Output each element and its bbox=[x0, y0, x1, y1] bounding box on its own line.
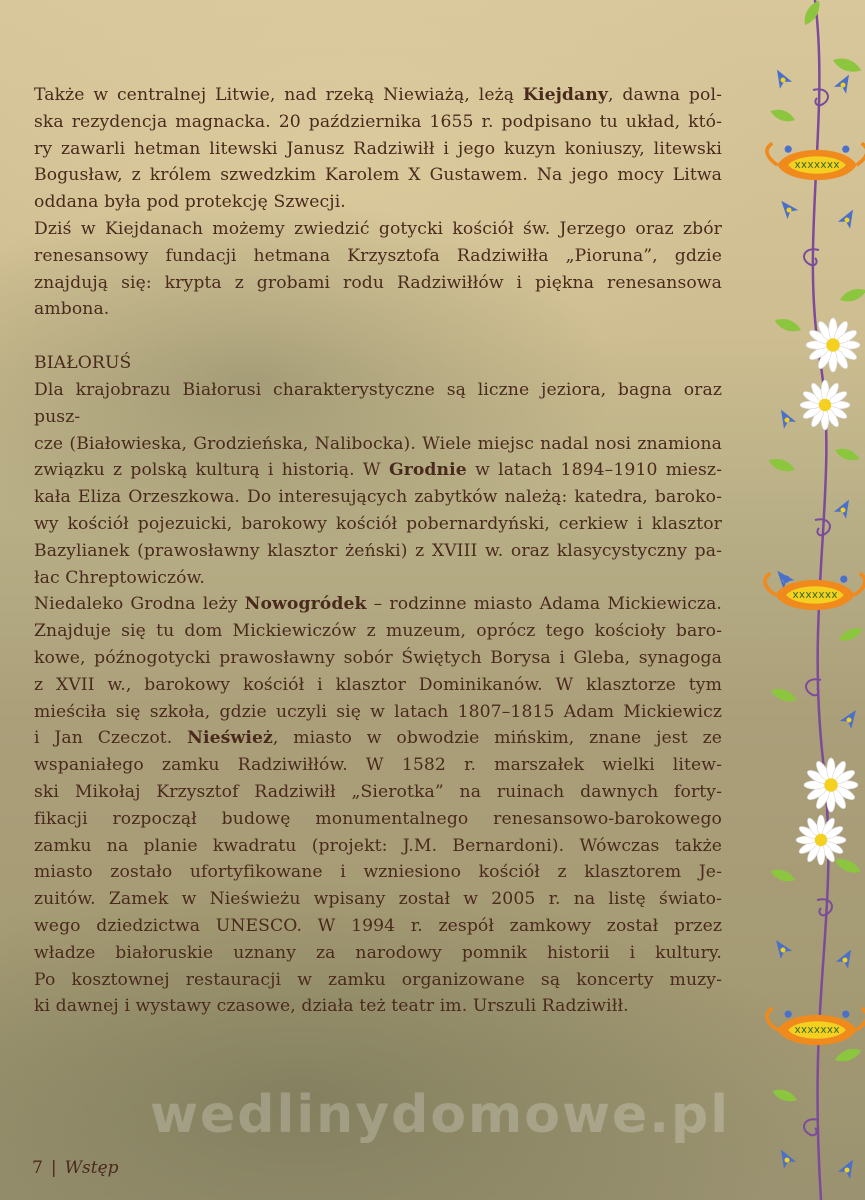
leaf-icon bbox=[769, 107, 797, 125]
daisy-icon bbox=[800, 380, 850, 430]
place-name: Kiejdany bbox=[522, 85, 608, 105]
daisy-icon bbox=[806, 318, 860, 372]
text-run: Po kosztownej restauracji w zamku organizowane są koncerty muzy- bbox=[34, 969, 722, 990]
text-run: Niedaleko Grodna leży bbox=[34, 594, 245, 615]
section-gap bbox=[34, 323, 722, 350]
curl-icon bbox=[817, 899, 832, 915]
bluebell-icon bbox=[770, 936, 792, 959]
text-run: Bogusław, z królem szwedzkim Karolem X Gustawem. Na jego mocy Litwa bbox=[34, 165, 722, 186]
text-run: związku z polską kulturą i historią. W bbox=[34, 460, 389, 481]
text-line bbox=[34, 243, 722, 270]
text-line bbox=[34, 136, 722, 163]
text-run: z XVII w., barokowy kościół i klasztor Dominikanów. W klasztorze tym bbox=[34, 674, 722, 695]
text-line bbox=[34, 162, 722, 189]
bluebell-icon bbox=[775, 406, 796, 429]
text-run: ki dawnej i wystawy czasowe, działa też teatr im. Urszuli Radziwiłł. bbox=[34, 996, 629, 1017]
bluebell-icon bbox=[840, 706, 862, 729]
leaf-icon bbox=[773, 315, 803, 334]
tulip-icon bbox=[765, 573, 865, 610]
article-body bbox=[34, 82, 722, 1020]
text-line bbox=[34, 618, 722, 645]
section-name: Wstęp bbox=[64, 1158, 119, 1178]
text-line bbox=[34, 699, 722, 726]
text-run: wego dziedzictwa UNESCO. W 1994 r. zespół zamkowy został przez bbox=[34, 915, 722, 936]
leaf-icon bbox=[769, 867, 797, 885]
text-line bbox=[34, 913, 722, 940]
text-line bbox=[34, 377, 722, 431]
text-run: miasto zostało ufortyfikowane i wzniesiono kościół z klasztorem Je- bbox=[34, 862, 722, 883]
text-line bbox=[34, 109, 722, 136]
leaf-icon bbox=[833, 1045, 863, 1064]
daisy-icon bbox=[796, 815, 846, 865]
watermark: wedlinydomowe.pl bbox=[150, 1085, 731, 1145]
bluebell-icon bbox=[776, 196, 798, 219]
daisy-icon bbox=[804, 758, 858, 812]
text-run: Dla krajobrazu Białorusi charakterystyczne są liczne jeziora, bagna oraz pusz- bbox=[34, 379, 722, 427]
bluebell-icon bbox=[771, 66, 792, 89]
tulip-icon bbox=[767, 1008, 865, 1045]
text-run: wspaniałego zamku Radziwiłłów. W 1582 r. marszałek wielki litew- bbox=[34, 755, 722, 776]
leaf-icon bbox=[837, 625, 865, 645]
footer-separator: | bbox=[50, 1158, 57, 1178]
text-run: Bazylianek (prawosławny klasztor żeński) z XVIII w. oraz klasycystyczny pa- bbox=[34, 540, 722, 561]
text-line bbox=[34, 565, 722, 592]
text-line bbox=[34, 457, 722, 484]
text-run: Dziś w Kiejdanach możemy zwiedzić gotycki kościół św. Jerzego oraz zbór bbox=[34, 218, 722, 239]
page-footer bbox=[32, 1158, 119, 1178]
text-line bbox=[34, 886, 722, 913]
text-run: ambona. bbox=[34, 299, 110, 320]
text-run: i Jan Czeczot. bbox=[34, 728, 188, 749]
text-line bbox=[34, 993, 722, 1020]
text-run: w latach 1894–1910 miesz- bbox=[466, 460, 722, 481]
text-run: renesansowy fundacji hetmana Krzysztofa Radziwiłła „Pioruna”, gdzie bbox=[34, 245, 722, 266]
text-line bbox=[34, 270, 722, 297]
leaf-icon bbox=[833, 855, 863, 876]
text-line bbox=[34, 940, 722, 967]
text-run: władze białoruskie uznany za narodowy pomnik historii i kultury. bbox=[34, 942, 722, 963]
text-line bbox=[34, 591, 722, 618]
leaf-icon bbox=[767, 455, 797, 474]
folk-ornament-border bbox=[735, 0, 865, 1200]
text-line bbox=[34, 806, 722, 833]
text-run: , dawna pol- bbox=[607, 85, 722, 105]
curl-icon bbox=[804, 249, 819, 265]
text-run: fikacji rozpoczął budowę monumentalnego renesansowo-barokowego bbox=[34, 808, 722, 829]
bluebell-icon bbox=[838, 206, 859, 229]
leaf-icon bbox=[833, 445, 861, 463]
paragraph-bialorus bbox=[34, 377, 722, 591]
text-run: ski Mikołaj Krzysztof Radziwiłł „Sierotka” na ruinach dawnych forty- bbox=[34, 781, 722, 802]
text-line bbox=[34, 511, 722, 538]
text-run: łac Chreptowiczów. bbox=[34, 567, 205, 588]
bluebell-icon bbox=[834, 496, 855, 519]
text-run: wy kościół pojezuicki, barokowy kościół pobernardyński, cerkiew i klasztor bbox=[34, 513, 722, 534]
text-run: Znajduje się tu dom Mickiewiczów z muzeum, oprócz tego kościoły baro- bbox=[34, 621, 722, 642]
text-line bbox=[34, 779, 722, 806]
text-run: Także w centralnej Litwie, nad rzeką Niewiażą, leżą bbox=[34, 85, 523, 105]
text-line bbox=[34, 752, 722, 779]
text-run: kowe, późnogotycki prawosławny sobór Świętych Borysa i Gleba, synagoga bbox=[34, 647, 722, 668]
text-run: cze (Białowieska, Grodzieńska, Nalibocka). Wiele miejsc nadal nosi znamiona bbox=[34, 433, 722, 454]
text-line bbox=[34, 645, 722, 672]
place-name: Nowogródek bbox=[244, 594, 367, 615]
text-run: oddana była pod protekcję Szwecji. bbox=[34, 192, 346, 213]
text-line bbox=[34, 725, 722, 752]
paragraph-nowogrodek bbox=[34, 591, 722, 1020]
page-number: 7 bbox=[32, 1158, 43, 1178]
text-run: mieściła się szkoła, gdzie uczyli się w latach 1807–1815 Adam Mickiewicz bbox=[34, 701, 722, 722]
place-name: Nieśwież bbox=[187, 728, 273, 749]
text-run: zamku na planie kwadratu (projekt: J.M. Bernardoni). Wówczas także bbox=[34, 835, 722, 856]
text-line bbox=[34, 431, 722, 458]
text-line bbox=[34, 296, 722, 323]
text-line bbox=[34, 672, 722, 699]
text-run: – rodzinne miasto Adama Mickiewicza. bbox=[366, 594, 722, 615]
paragraph-kiejdany bbox=[34, 82, 722, 216]
text-run: ry zawarli hetman litewski Janusz Radziwiłł i jego kuzyn koniuszy, litewski bbox=[34, 138, 722, 159]
bluebell-icon bbox=[775, 1146, 796, 1169]
place-name: Grodnie bbox=[388, 460, 467, 481]
bluebell-icon bbox=[834, 71, 855, 94]
text-line bbox=[34, 967, 722, 994]
leaf-icon bbox=[769, 685, 799, 704]
text-run: znajdują się: krypta z grobami rodu Radziwiłłów i piękna renesansowa bbox=[34, 272, 722, 293]
text-line bbox=[34, 216, 722, 243]
leaf-icon bbox=[800, 0, 823, 28]
text-line bbox=[34, 82, 722, 109]
text-run: zuitów. Zamek w Nieświeżu wpisany został w 2005 r. na listę świato- bbox=[34, 889, 722, 910]
leaf-icon bbox=[771, 1087, 799, 1105]
text-line bbox=[34, 484, 722, 511]
bluebell-icon bbox=[838, 1156, 859, 1179]
text-line bbox=[34, 859, 722, 886]
text-line bbox=[34, 833, 722, 860]
section-heading: BIAŁORUŚ bbox=[34, 353, 132, 374]
text-run: kała Eliza Orzeszkowa. Do interesujących zabytków należą: katedra, baroko- bbox=[34, 487, 722, 508]
text-line bbox=[34, 189, 722, 216]
paragraph-kiejdany-2 bbox=[34, 216, 722, 323]
text-run: ska rezydencja magnacka. 20 października 1655 r. podpisano tu układ, któ- bbox=[34, 111, 722, 132]
text-line bbox=[34, 538, 722, 565]
text-run: , miasto w obwodzie mińskim, znane jest ze bbox=[272, 728, 722, 749]
leaf-icon bbox=[831, 55, 863, 76]
leaf-icon bbox=[838, 285, 865, 304]
bluebell-icon bbox=[836, 946, 857, 969]
